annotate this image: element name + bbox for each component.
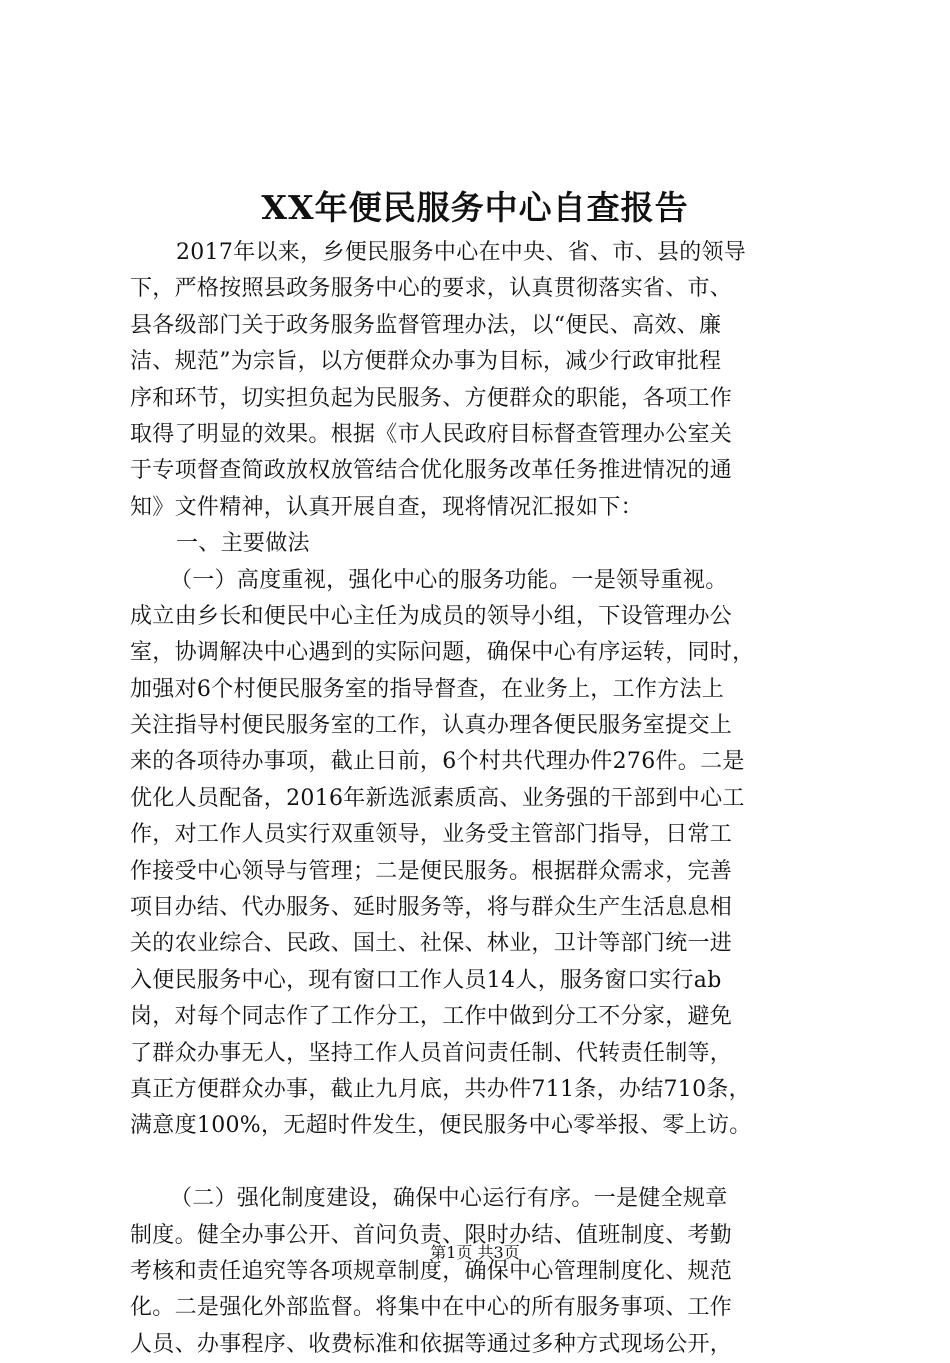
paragraph-line: 真正方便群众办事，截止九月底，共办件711条，办结710条，	[130, 1076, 751, 1102]
paragraph-line: 取得了明显的效果。根据《市人民政府目标督查管理办公室关	[130, 421, 733, 447]
paragraph-line: 来的各项待办事项，截止日前，6个村共代理办件276件。二是	[130, 749, 745, 775]
paragraph-line: 制度。健全办事公开、首问负责、限时办结、值班制度、考勤	[130, 1222, 733, 1248]
subsection-heading-line: （二）强化制度建设，确保中心运行有序。一是健全规章	[170, 1186, 728, 1212]
paragraph-line: 了群众办事无人，坚持工作人员首问责任制、代转责任制等，	[130, 1040, 733, 1066]
paragraph-line: 入便民服务中心，现有窗口工作人员14人，服务窗口实行ab	[130, 967, 722, 993]
paragraph-line: 人员、办事程序、收费标准和依据等通过多种方式现场公开，	[130, 1331, 733, 1357]
paragraph-line: 关的农业综合、民政、国土、社保、林业，卫计等部门统一进	[130, 931, 733, 957]
paragraph-line: 优化人员配备，2016年新选派素质高、业务强的干部到中心工	[130, 785, 745, 811]
document-body	[130, 235, 835, 1363]
paragraph-line: 岗，对每个同志作了工作分工，工作中做到分工不分家，避免	[130, 1004, 733, 1030]
section-heading: 一、主要做法	[176, 531, 310, 557]
paragraph-spacer	[130, 1145, 835, 1181]
paragraph-line: 关注指导村便民服务室的工作，认真办理各便民服务室提交上	[130, 713, 733, 739]
paragraph-line: 洁、规范”为宗旨，以方便群众办事为目标，减少行政审批程	[130, 349, 722, 375]
paragraph-line: 作接受中心领导与管理；二是便民服务。根据群众需求，完善	[130, 858, 733, 884]
paragraph-line: 加强对6个村便民服务室的指导督查，在业务上，工作方法上	[130, 676, 725, 702]
paragraph-line: 于专项督查简政放权放管结合优化服务改革任务推进情况的通	[130, 458, 733, 484]
paragraph-line: 知》文件精神，认真开展自查，现将情况汇报如下：	[130, 494, 643, 520]
paragraph-line: 室，协调解决中心遇到的实际问题，确保中心有序运转，同时，	[130, 640, 755, 666]
page-footer: 第1页 共3页	[430, 1243, 520, 1262]
paragraph-line: 下，严格按照县政务服务中心的要求，认真贯彻落实省、市、	[130, 276, 733, 302]
paragraph-line: 作，对工作人员实行双重领导，业务受主管部门指导，日常工	[130, 822, 733, 848]
paragraph-line: 序和环节，切实担负起为民服务、方便群众的职能，各项工作	[130, 385, 733, 411]
document-title: XX年便民服务中心自查报告	[261, 188, 689, 227]
paragraph-line: 化。二是强化外部监督。将集中在中心的所有服务事项、工作	[130, 1295, 733, 1321]
paragraph-line: 县各级部门关于政务服务监督管理办法，以“便民、高效、廉	[130, 312, 722, 338]
subsection-heading-line: （一）高度重视，强化中心的服务功能。一是领导重视。	[170, 567, 728, 593]
paragraph-line: 项目办结、代办服务、延时服务等，将与群众生产生活息息相	[130, 895, 733, 921]
paragraph-line: 成立由乡长和便民中心主任为成员的领导小组，下设管理办公	[130, 603, 733, 629]
paragraph-line: 考核和责任追究等各项规章制度，确保中心管理制度化、规范	[130, 1258, 733, 1284]
paragraph-line: 满意度100%，无超时件发生，便民服务中心零举报、零上访。	[130, 1113, 752, 1139]
paragraph-line: 2017年以来，乡便民服务中心在中央、省、市、县的领导	[176, 240, 747, 265]
